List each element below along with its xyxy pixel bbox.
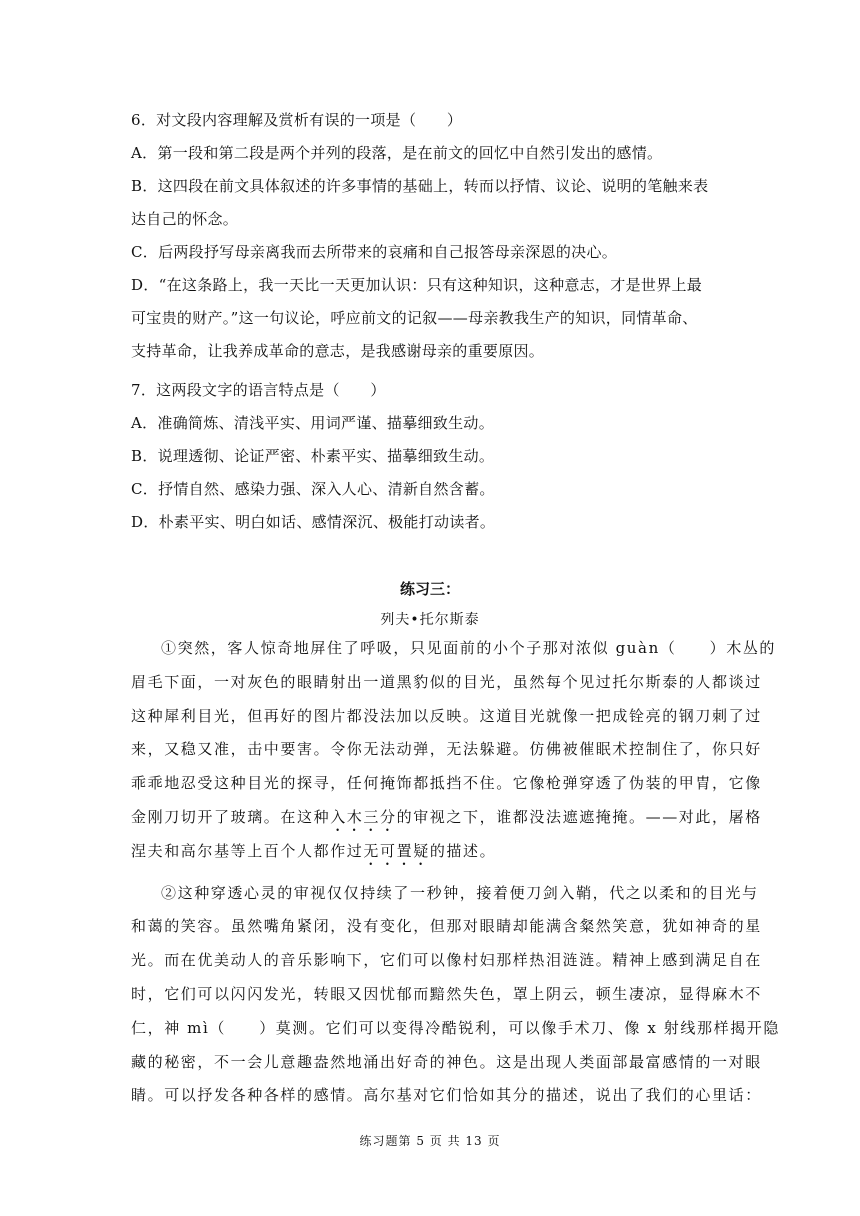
option-b: B．这四段在前文具体叙述的许多事情的基础上，转而以抒情、议论、说明的笔触来表 bbox=[131, 177, 709, 195]
section-title: 练习三： bbox=[399, 580, 460, 598]
paragraph-1-line: 这种犀利目光，但再好的图片都没法加以反映。这道目光就像一把成铨亮的钢刀刺了过 bbox=[131, 706, 762, 725]
option-b-continued: 达自己的怀念。 bbox=[131, 210, 239, 228]
paragraph-1-line bbox=[131, 835, 731, 869]
option-d: D．朴素平实、明白如话、感情深沉、极能打动读者。 bbox=[131, 513, 496, 531]
page-footer: 练习题第 5 页 共 13 页 bbox=[359, 1134, 501, 1148]
paragraph-2-line: 时，它们可以闪闪发光，转眼又因忧郁而黯然失色，罩上阴云，顿生凄凉，显得麻木不 bbox=[131, 984, 762, 1003]
paragraph-2-line: 和蔼的笑容。虽然嘴角紧闭，没有变化，但那对眼睛却能满含粲然笑意，犹如神奇的星 bbox=[131, 917, 762, 936]
option-d: D．“在这条路上，我一天比一天更加认识：只有这种知识，这种意志，才是世界上最 bbox=[131, 276, 703, 294]
passage-title: 列夫•托尔斯泰 bbox=[380, 612, 480, 628]
question-7 bbox=[131, 374, 731, 539]
paragraph-2-line: 仁，神 mì（ ）莫测。它们可以变得冷酷锐利，可以像手术刀、像 x 射线那样揭开隐 bbox=[131, 1018, 780, 1037]
option-c: C．后两段抒写母亲离我而去所带来的哀痛和自己报答母亲深恩的决心。 bbox=[131, 243, 618, 261]
paragraph-1-line bbox=[131, 801, 762, 835]
paragraph-1-line: 乖乖地忍受这种目光的探寻，任何掩饰都抵挡不住。它像枪弹穿透了伪装的甲胄，它像 bbox=[131, 774, 762, 793]
paragraph-2-line: 光。而在优美动人的音乐影响下，它们可以像村妇那样热泪涟涟。精神上感到满足自在 bbox=[131, 951, 762, 970]
paragraph-1-line: 眉毛下面，一对灰色的眼睛射出一道黑豹似的目光，虽然每个见过托尔斯泰的人都谈过 bbox=[131, 672, 762, 691]
emphasized-phrase: 无可置疑 bbox=[363, 841, 430, 860]
paragraph-1-line: 来，又稳又准，击中要害。令你无法动弹，无法躲避。仿佛被催眠术控制住了，你只好 bbox=[131, 740, 762, 759]
option-d-continued: 支持革命，让我养成革命的意志，是我感谢母亲的重要原因。 bbox=[131, 342, 545, 360]
option-c: C．抒情自然、感染力强、深入人心、清新自然含蓄。 bbox=[131, 480, 495, 498]
text-segment: 金刚刀切开了玻璃。在这种 bbox=[131, 807, 331, 826]
option-a: A．第一段和第二段是两个并列的段落，是在前文的回忆中自然引发出的感情。 bbox=[131, 144, 663, 162]
emphasized-phrase: 入木三分 bbox=[330, 807, 397, 826]
option-a: A．准确简炼、清浅平实、用词严谨、描摹细致生动。 bbox=[131, 414, 495, 432]
paragraph-2-line: 睛。可以抒发各种各样的感情。高尔基对它们恰如其分的描述，说出了我们的心里话： bbox=[131, 1086, 762, 1105]
reading-passage bbox=[131, 632, 780, 1113]
option-b: B．说理透彻、论证严密、朴素平实、描摹细致生动。 bbox=[131, 447, 495, 465]
text-segment: 涅夫和高尔基等上百个人都作过 bbox=[131, 841, 364, 860]
paragraph-2-line: ②这种穿透心灵的审视仅仅持续了一秒钟，接着便刀剑入鞘，代之以柔和的目光与 bbox=[161, 883, 759, 902]
question-stem: 7．这两段文字的语言特点是（ ） bbox=[131, 381, 386, 399]
question-stem: 6．对文段内容理解及赏析有误的一项是（ ） bbox=[131, 111, 463, 129]
text-segment: 的审视之下，谁都没法遮遮掩掩。——对此，屠格 bbox=[396, 807, 762, 826]
text-segment: 的描述。 bbox=[429, 841, 497, 860]
option-d-continued: 可宝贵的财产。”这一句议论，呼应前文的记叙——母亲教我生产的知识，同情革命、 bbox=[131, 309, 698, 327]
paragraph-2-line: 藏的秘密，不一会儿意趣盎然地涌出好奇的神色。这是出现人类面部最富感情的一对眼 bbox=[131, 1052, 762, 1071]
question-6 bbox=[131, 104, 731, 368]
paragraph-1-line: ①突然，客人惊奇地屏住了呼吸，只见面前的小个子那对浓似 guàn（ ）木丛的 bbox=[161, 639, 777, 657]
